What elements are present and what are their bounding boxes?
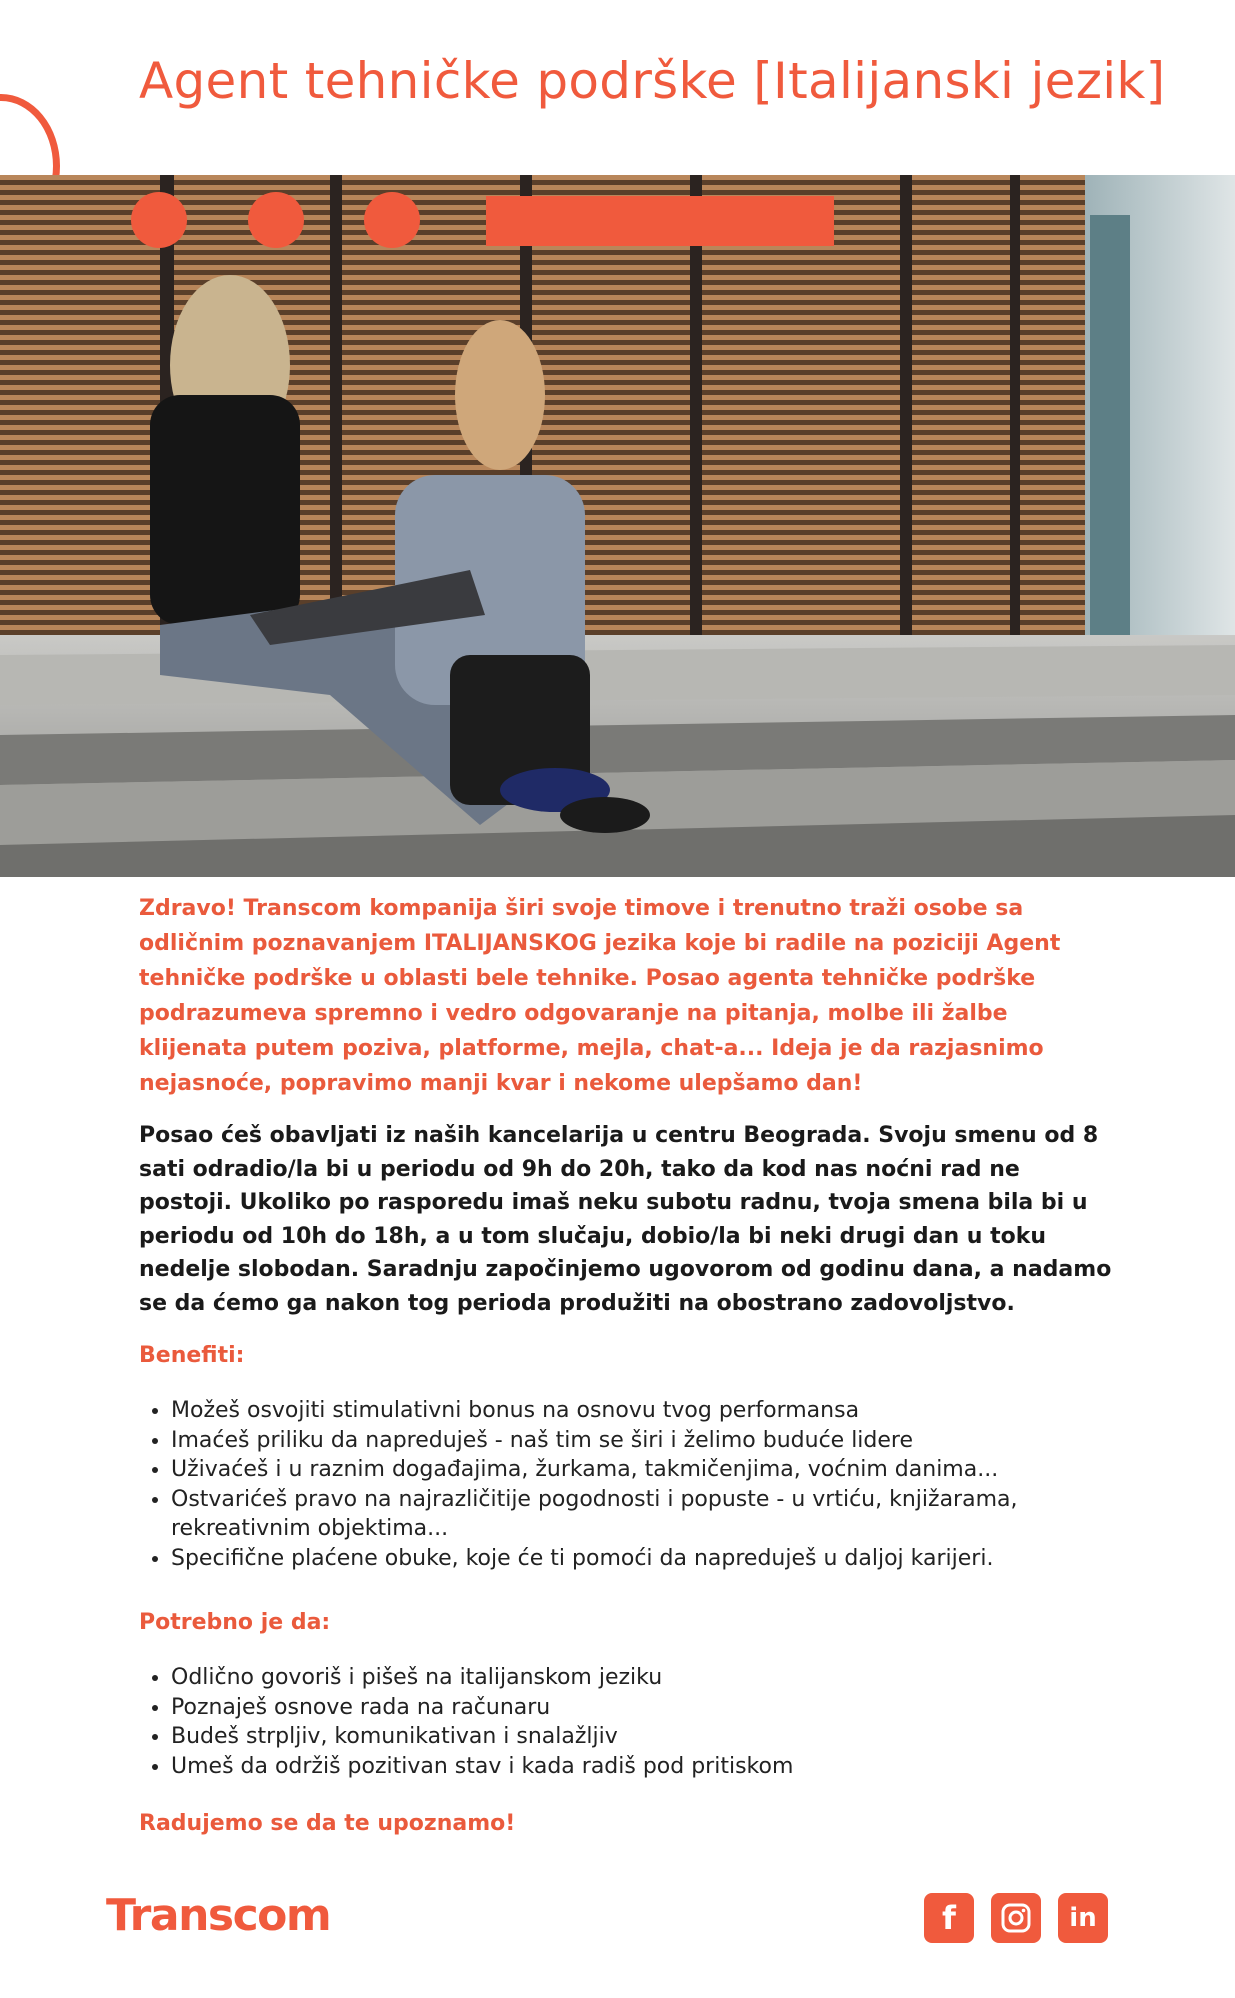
page-title: Agent tehničke podrške [Italijanski jezik] xyxy=(139,52,1166,110)
requirements-heading: Potrebno je da: xyxy=(139,1610,331,1635)
job-description xyxy=(139,891,1119,1836)
linkedin-icon[interactable] xyxy=(1058,1893,1108,1943)
instagram-icon[interactable] xyxy=(991,1893,1041,1943)
decorative-dot xyxy=(364,192,420,248)
benefits-heading: Benefiti: xyxy=(139,1343,245,1368)
list-item: • Poznaješ osnove rada na računaru xyxy=(171,1693,1119,1723)
transcom-logo[interactable]: Transcom xyxy=(106,1890,331,1941)
linkedin-glyph: in xyxy=(1069,1903,1097,1933)
list-item: • Imaćeš priliku da napreduješ - naš tim se širi i želimo buduće lidere xyxy=(171,1426,1119,1456)
list-item: • Uživaćeš i u raznim događajima, žurkama, takmičenjima, voćnim danima... xyxy=(171,1455,1119,1485)
decorative-dot xyxy=(131,192,187,248)
list-item: • Umeš da održiš pozitivan stav i kada radiš pod pritiskom xyxy=(171,1752,1119,1782)
intro-paragraph: Zdravo! Transcom kompanija širi svoje timove i trenutno traži osobe sa odličnim poznavanjem ITALIJANSKOG jezika koje bi radile na poziciji Agent tehničke podrške u oblasti bele tehnike. Posao agenta tehničke podrške podrazumeva spremno i vedro odgovaranje na pitanja, molbe ili žalbe klijenata putem poziva, platforme, mejla, chat-a... Ideja je da razjasnimo nejasnoće, popravimo manji kvar i nekome ulepšamo dan! xyxy=(139,896,1061,1096)
decorative-bar xyxy=(486,196,834,246)
instagram-glyph xyxy=(1000,1902,1032,1934)
work-details-paragraph: Posao ćeš obavljati iz naših kancelarija u centru Beograda. Svoju smenu od 8 sati odradio/la bi u periodu od 9h do 20h, tako da kod nas noćni rad ne postoji. Ukoliko po rasporedu imaš neku subotu radnu, tvoja smena bila bi u periodu od 10h do 18h, a u tom slučaju, dobio/la bi neki drugi dan u toku nedelje slobodan. Saradnju započinjemo ugovorom od godinu dana, a nadamo se da ćemo ga nakon tog perioda produžiti na obostrano zadovoljstvo. xyxy=(139,1123,1112,1316)
benefits-list xyxy=(139,1396,1119,1573)
list-item: • Specifične plaćene obuke, koje će ti pomoći da napreduješ u daljoj karijeri. xyxy=(171,1544,1119,1574)
requirements-list xyxy=(139,1663,1119,1781)
list-item: • Ostvarićeš pravo na najrazličitije pogodnosti i popuste - u vrtiću, knjižarama, rekreativnim objektima... xyxy=(171,1485,1119,1544)
facebook-glyph: f xyxy=(942,1899,956,1937)
list-item: • Budeš strpljiv, komunikativan i snalažljiv xyxy=(171,1722,1119,1752)
facebook-icon[interactable] xyxy=(924,1893,974,1943)
decorative-dot xyxy=(248,192,304,248)
list-item: • Možeš osvojiti stimulativni bonus na osnovu tvog performansa xyxy=(171,1396,1119,1426)
list-item: • Odlično govoriš i pišeš na italijanskom jeziku xyxy=(171,1663,1119,1693)
closing-line: Radujemo se da te upoznamo! xyxy=(139,1811,516,1836)
hero-photo xyxy=(0,175,1235,877)
